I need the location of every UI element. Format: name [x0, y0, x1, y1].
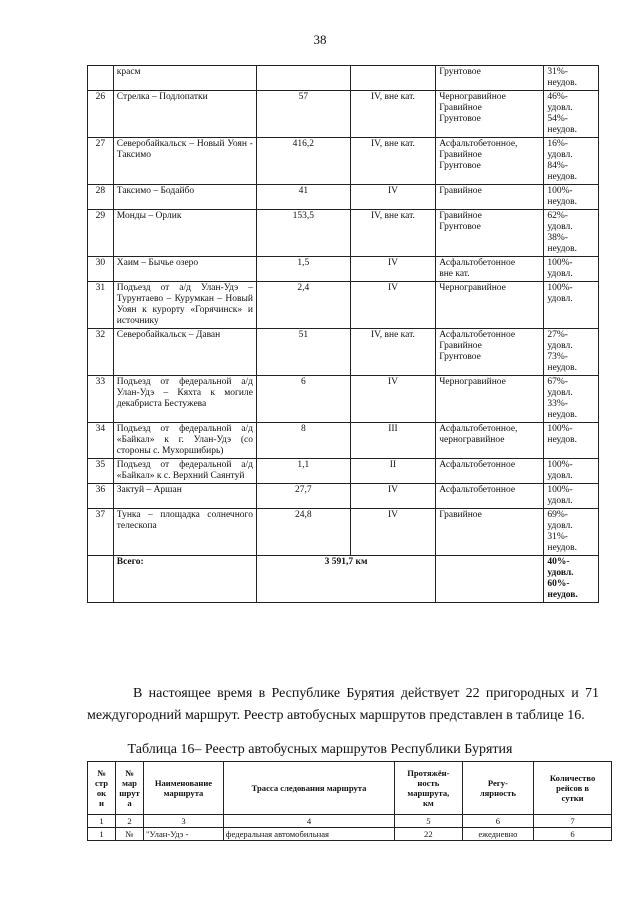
road-condition: 69%- удовл. 31%- неудов. — [544, 509, 599, 556]
total-num-cell — [88, 556, 114, 603]
route-cell: 1 — [88, 828, 116, 841]
table-row — [88, 329, 599, 376]
road-length: 8 — [256, 423, 350, 459]
table-row — [88, 257, 599, 282]
header-route-name: Наименование маршрута — [144, 762, 224, 815]
table-row — [88, 509, 599, 556]
road-category — [350, 66, 436, 91]
header-regularity: Регу- лярность — [462, 762, 534, 815]
road-name: Подъезд от а/д Улан-Удэ – Турунтаево – Курумкан – Новый Уоян к курорту «Горячинск» и источнику — [113, 282, 256, 329]
road-num: 35 — [88, 459, 114, 484]
road-length: 27,7 — [256, 484, 350, 509]
road-length: 416,2 — [256, 138, 350, 185]
table-row — [88, 423, 599, 459]
header-route-path: Трасса следования маршрута — [223, 762, 394, 815]
road-num: 31 — [88, 282, 114, 329]
col-number: 5 — [395, 815, 462, 828]
roads-table — [87, 65, 599, 603]
route-cell: федеральная автомобильная — [223, 828, 394, 841]
road-name: Хаим – Бычье озеро — [113, 257, 256, 282]
road-category: IV — [350, 509, 436, 556]
col-number: 6 — [462, 815, 534, 828]
road-condition: 100%- удовл. — [544, 484, 599, 509]
road-num: 26 — [88, 91, 114, 138]
road-condition: 46%- удовл. 54%- неудов. — [544, 91, 599, 138]
road-name: Стрелка – Подлопатки — [113, 91, 256, 138]
road-surface: Асфальтобетонное вне кат. — [436, 257, 544, 282]
road-name: Подъезд от федеральной а/д «Байкал» к с. Верхний Саянтуй — [113, 459, 256, 484]
road-category: IV — [350, 185, 436, 210]
road-name: Северобайкальск – Новый Уоян - Таксимо — [113, 138, 256, 185]
road-condition: 100%- удовл. — [544, 257, 599, 282]
road-length: 57 — [256, 91, 350, 138]
road-surface: Асфальтобетонное, черногравийное — [436, 423, 544, 459]
total-surface-cell — [436, 556, 544, 603]
table-row — [88, 282, 599, 329]
road-length: 51 — [256, 329, 350, 376]
table-caption: Таблица 16– Реестр автобусных маршрутов Республики Бурятия — [127, 742, 513, 757]
road-length: 153,5 — [256, 210, 350, 257]
road-num: 36 — [88, 484, 114, 509]
road-category: IV, вне кат. — [350, 91, 436, 138]
table-row — [88, 459, 599, 484]
road-surface: Черногравийное — [436, 376, 544, 423]
road-length: 6 — [256, 376, 350, 423]
road-length: 1,1 — [256, 459, 350, 484]
road-category: IV — [350, 484, 436, 509]
road-name: Зактуй – Аршан — [113, 484, 256, 509]
road-category: IV, вне кат. — [350, 329, 436, 376]
road-num: 29 — [88, 210, 114, 257]
road-condition: 27%- удовл. 73%- неудов. — [544, 329, 599, 376]
routes-number-row — [88, 815, 612, 828]
road-num: 34 — [88, 423, 114, 459]
road-name: Монды – Орлик — [113, 210, 256, 257]
road-surface: Асфальтобетонное — [436, 484, 544, 509]
road-condition: 16%- удовл. 84%- неудов. — [544, 138, 599, 185]
road-condition: 67%- удовл. 33%- неудов. — [544, 376, 599, 423]
road-category: IV — [350, 376, 436, 423]
road-category: IV, вне кат. — [350, 210, 436, 257]
road-num: 30 — [88, 257, 114, 282]
page-number: 38 — [313, 32, 327, 47]
road-condition: 100%- удовл. — [544, 459, 599, 484]
header-route-length: Протяжён- ность маршрута, км — [395, 762, 462, 815]
road-category: IV, вне кат. — [350, 138, 436, 185]
col-number: 1 — [88, 815, 116, 828]
road-length: 41 — [256, 185, 350, 210]
road-num — [88, 66, 114, 91]
table-row — [88, 138, 599, 185]
total-row — [88, 556, 599, 603]
road-name: Таксимо – Бодайбо — [113, 185, 256, 210]
table-row — [88, 210, 599, 257]
road-name: Северобайкальск – Даван — [113, 329, 256, 376]
road-length: 1,5 — [256, 257, 350, 282]
routes-data-row — [88, 828, 612, 841]
road-category: III — [350, 423, 436, 459]
header-row-num: № стр ок и — [88, 762, 116, 815]
road-surface: Гравийное — [436, 509, 544, 556]
road-length: 24,8 — [256, 509, 350, 556]
header-route-num: № мар шрут а — [116, 762, 144, 815]
header-trips-per-day: Количество рейсов в сутки — [534, 762, 612, 815]
road-num: 33 — [88, 376, 114, 423]
road-num: 28 — [88, 185, 114, 210]
road-condition: 100%- удовл. — [544, 282, 599, 329]
road-num: 27 — [88, 138, 114, 185]
road-surface: Гравийное — [436, 185, 544, 210]
col-number: 7 — [534, 815, 612, 828]
table-row — [88, 484, 599, 509]
routes-header-row — [88, 762, 612, 815]
road-surface: Грунтовое — [436, 66, 544, 91]
road-name: Подъезд от федеральной а/д Улан-Удэ – Кяхта к могиле декабриста Бестужева — [113, 376, 256, 423]
road-condition: 31%- неудов. — [544, 66, 599, 91]
road-surface: Черногравийное — [436, 282, 544, 329]
table-row — [88, 91, 599, 138]
road-name: красм — [113, 66, 256, 91]
total-condition: 40%- удовл. 60%- неудов. — [544, 556, 599, 603]
route-cell: "Улан-Удэ - — [144, 828, 224, 841]
route-cell: 22 — [395, 828, 462, 841]
col-number: 2 — [116, 815, 144, 828]
route-cell: 6 — [534, 828, 612, 841]
road-length: 2,4 — [256, 282, 350, 329]
table-row — [88, 185, 599, 210]
col-number: 4 — [223, 815, 394, 828]
col-number: 3 — [144, 815, 224, 828]
road-surface: Асфальтобетонное Гравийное Грунтовое — [436, 329, 544, 376]
body-paragraph: В настоящее время в Республике Бурятия действует 22 пригородных и 71 междугородний маршрут. Реестр автобусных маршрутов представлен в таблице 16. — [87, 686, 599, 723]
total-length: 3 591,7 км — [256, 556, 435, 603]
route-cell: ежедневно — [462, 828, 534, 841]
road-condition: 100%- неудов. — [544, 185, 599, 210]
road-name: Подъезд от федеральной а/д «Байкал» к г. Улан-Удэ (со стороны с. Мухоршибирь) — [113, 423, 256, 459]
road-condition: 100%- неудов. — [544, 423, 599, 459]
table-row — [88, 376, 599, 423]
road-num: 37 — [88, 509, 114, 556]
road-category: IV — [350, 282, 436, 329]
road-surface: Асфальтобетонное, Гравийное Грунтовое — [436, 138, 544, 185]
table-row — [88, 66, 599, 91]
road-name: Тунка – площадка солнечного телескопа — [113, 509, 256, 556]
road-category: II — [350, 459, 436, 484]
road-surface: Асфальтобетонное — [436, 459, 544, 484]
road-num: 32 — [88, 329, 114, 376]
routes-table — [87, 761, 612, 841]
road-condition: 62%- удовл. 38%- неудов. — [544, 210, 599, 257]
total-label: Всего: — [113, 556, 256, 603]
route-cell: № — [116, 828, 144, 841]
road-surface: Гравийное Грунтовое — [436, 210, 544, 257]
road-surface: Черногравийное Гравийное Грунтовое — [436, 91, 544, 138]
road-length — [256, 66, 350, 91]
road-category: IV — [350, 257, 436, 282]
